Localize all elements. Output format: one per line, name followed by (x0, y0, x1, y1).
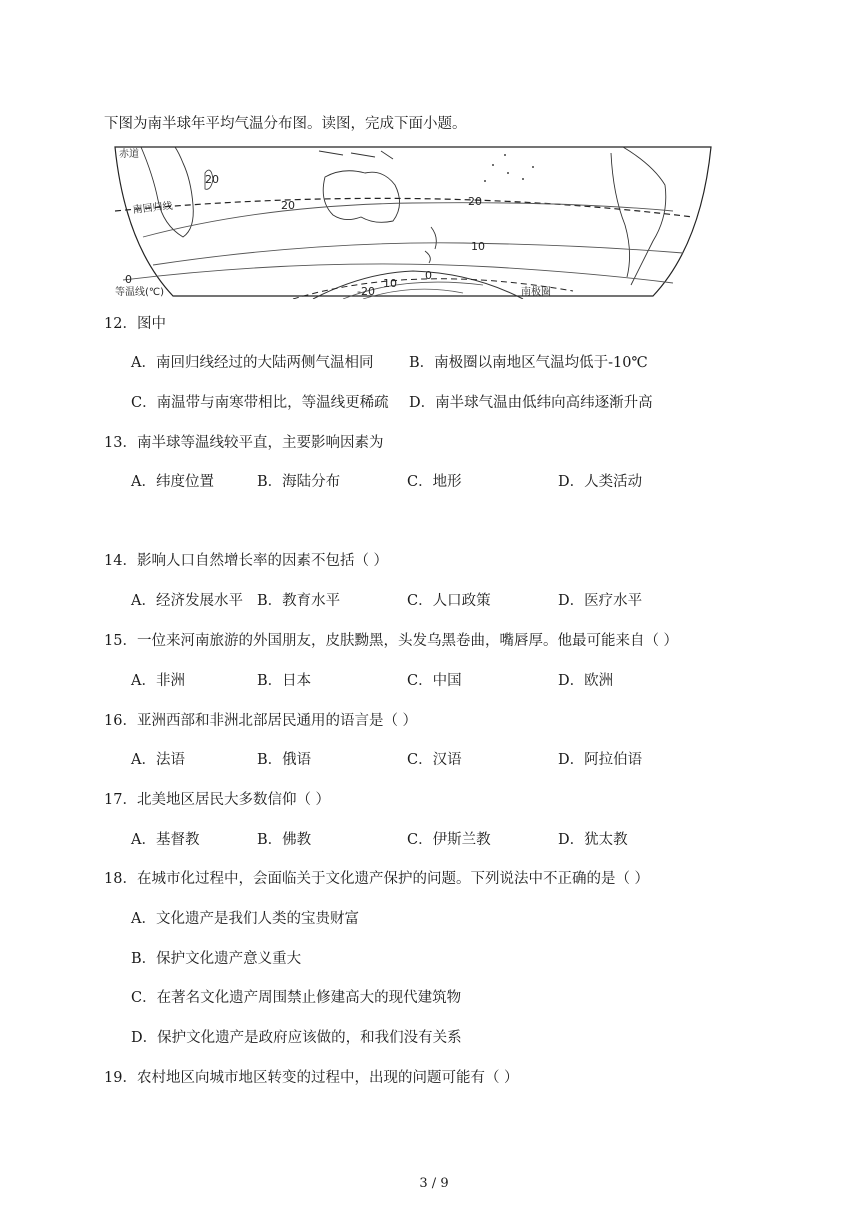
page-number: 3 / 9 (419, 1176, 449, 1191)
question-12-option-a[interactable]: A．南回归线经过的大陆两侧气温相同 (131, 355, 374, 371)
question-19-stem: 19．农村地区向城市地区转变的过程中，出现的问题可能有（ ） (104, 1070, 519, 1086)
question-18-option-c[interactable]: C．在著名文化遗产周围禁止修建高大的现代建筑物 (131, 990, 462, 1006)
isotherm-value: 10 (471, 240, 485, 253)
isotherm-value: 10 (383, 277, 397, 290)
question-16-option-c[interactable]: C．汉语 (407, 752, 462, 768)
isotherm-value: 20 (205, 173, 219, 186)
tropic-label: 南回归线 (132, 200, 174, 216)
antarctic-circle-label: 南极圈 (521, 287, 551, 298)
question-18-option-a[interactable]: A．文化遗产是我们人类的宝贵财富 (131, 911, 359, 927)
question-18-option-d[interactable]: D．保护文化遗产是政府应该做的，和我们没有关系 (131, 1030, 462, 1046)
question-12-stem: 12．图中 (104, 316, 166, 332)
question-15-option-d[interactable]: D．欧洲 (558, 673, 614, 689)
question-17-stem: 17．北美地区居民大多数信仰（ ） (104, 792, 331, 808)
question-17-option-d[interactable]: D．犹太教 (558, 832, 628, 848)
question-13-option-a[interactable]: A．纬度位置 (131, 474, 214, 490)
isotherm-legend-label: 等温线(℃) (115, 287, 165, 298)
question-14-option-a[interactable]: A．经济发展水平 (131, 593, 243, 609)
question-17-option-c[interactable]: C．伊斯兰教 (407, 832, 491, 848)
question-13-stem: 13．南半球等温线较平直，主要影响因素为 (104, 435, 384, 451)
intro-text: 下图为南半球年平均气温分布图。读图，完成下面小题。 (104, 116, 467, 132)
map-frame (115, 147, 711, 296)
question-15-option-c[interactable]: C．中国 (407, 673, 462, 689)
question-14-stem: 14．影响人口自然增长率的因素不包括（ ） (104, 553, 389, 569)
question-18-stem: 18．在城市化过程中，会面临关于文化遗产保护的问题。下列说法中不正确的是（ ） (104, 871, 650, 887)
question-16-option-d[interactable]: D．阿拉伯语 (558, 752, 643, 768)
isotherm-value: 20 (468, 195, 482, 208)
question-13-option-c[interactable]: C．地形 (407, 474, 462, 490)
question-12-option-b[interactable]: B．南极圈以南地区气温均低于-10℃ (409, 355, 648, 371)
question-15-option-b[interactable]: B．日本 (257, 673, 312, 689)
question-13-option-b[interactable]: B．海陆分布 (257, 474, 341, 490)
question-14-option-c[interactable]: C．人口政策 (407, 593, 491, 609)
isotherm-value: -20 (357, 285, 375, 298)
isotherm-value: 0 (125, 273, 132, 286)
question-12-option-c[interactable]: C．南温带与南寒带相比，等温线更稀疏 (131, 395, 389, 411)
question-15-option-a[interactable]: A．非洲 (131, 673, 185, 689)
question-14-option-b[interactable]: B．教育水平 (257, 593, 341, 609)
question-17-option-a[interactable]: A．基督教 (131, 832, 200, 848)
question-17-option-b[interactable]: B．佛教 (257, 832, 312, 848)
question-12-option-d[interactable]: D．南半球气温由低纬向高纬逐渐升高 (409, 395, 653, 411)
isotherm-value: 0 (425, 269, 432, 282)
southern-hemisphere-temperature-map (113, 145, 713, 299)
equator-label: 赤道 (119, 149, 139, 160)
question-16-option-a[interactable]: A．法语 (131, 752, 185, 768)
question-13-option-d[interactable]: D．人类活动 (558, 474, 643, 490)
isotherm-value: 20 (281, 199, 295, 212)
question-16-option-b[interactable]: B．俄语 (257, 752, 312, 768)
question-18-option-b[interactable]: B．保护文化遗产意义重大 (131, 951, 302, 967)
question-14-option-d[interactable]: D．医疗水平 (558, 593, 643, 609)
question-15-stem: 15．一位来河南旅游的外国朋友，皮肤黝黑，头发乌黑卷曲，嘴唇厚。他最可能来自（ ） (104, 633, 679, 649)
question-16-stem: 16．亚洲西部和非洲北部居民通用的语言是（ ） (104, 713, 418, 729)
